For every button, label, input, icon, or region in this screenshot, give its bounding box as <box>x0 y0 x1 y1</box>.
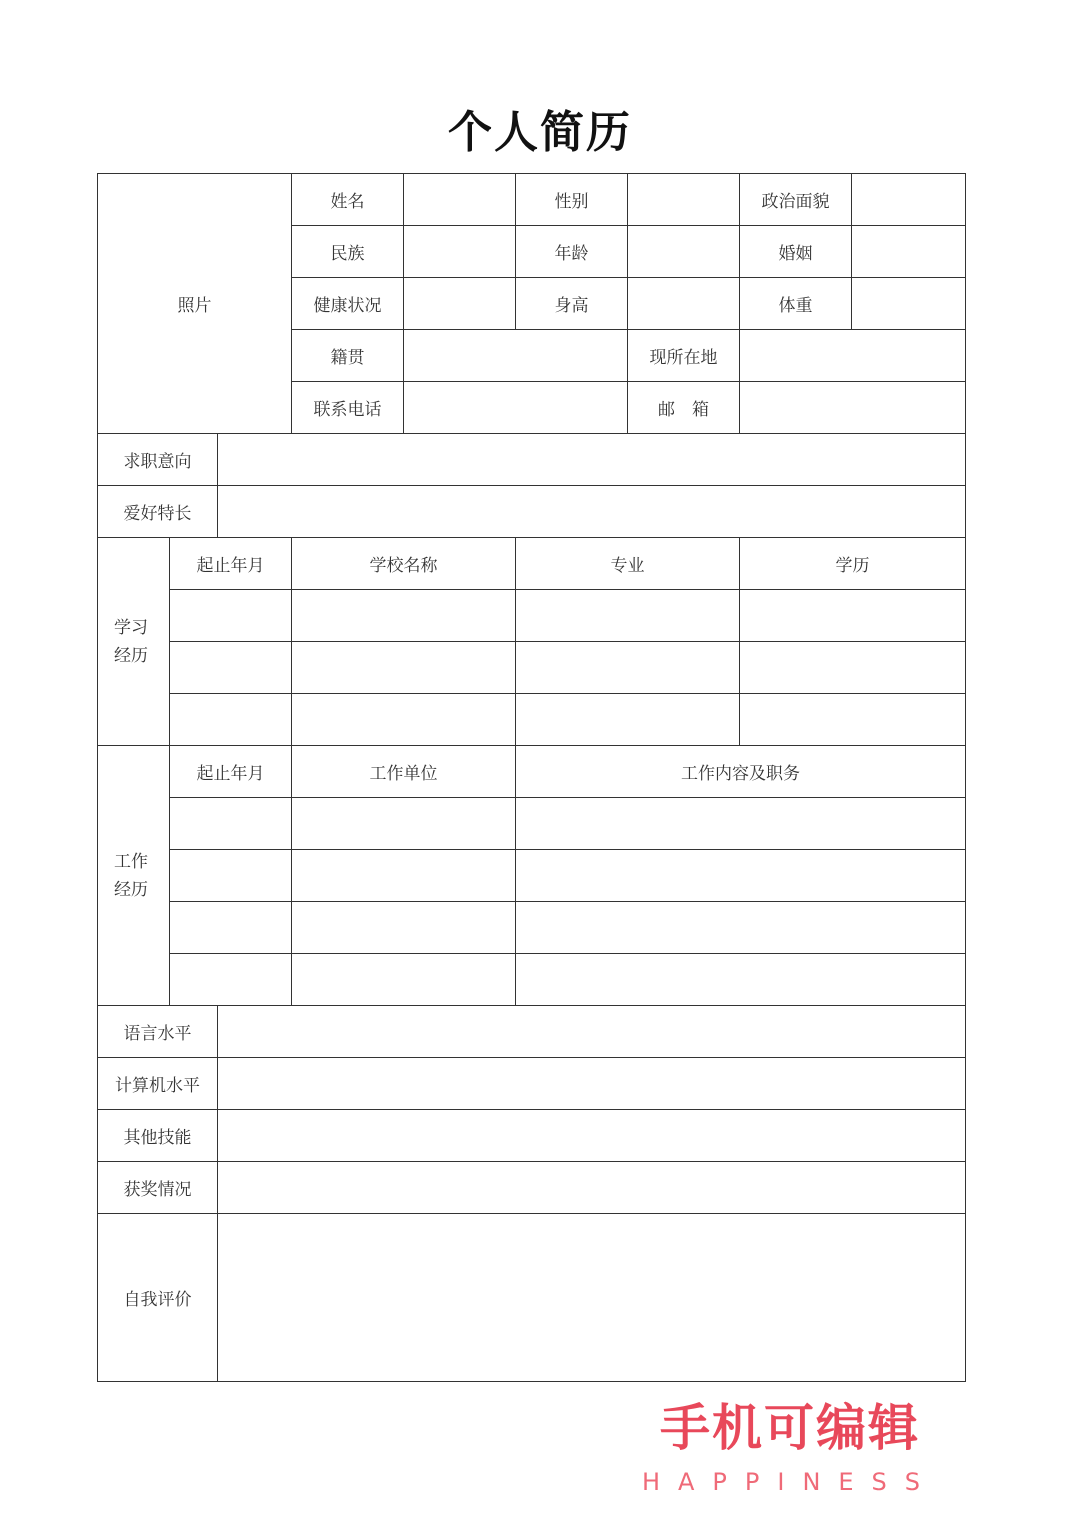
job-intention-field[interactable] <box>218 434 966 486</box>
resume-form <box>97 173 966 1382</box>
edu-header-school: 学校名称 <box>292 538 516 590</box>
health-field[interactable] <box>404 278 516 330</box>
edu-degree-cell[interactable] <box>740 590 966 642</box>
edu-school-cell[interactable] <box>292 642 516 694</box>
education-section-text: 学习 经历 <box>114 617 148 666</box>
work-period-cell[interactable] <box>170 850 292 902</box>
height-field[interactable] <box>628 278 740 330</box>
table-row <box>98 850 966 902</box>
work-duties-cell[interactable] <box>516 954 966 1006</box>
job-intention-label: 求职意向 <box>98 434 218 486</box>
gender-field[interactable] <box>628 174 740 226</box>
self-evaluation-label: 自我评价 <box>98 1214 218 1382</box>
edu-header-major: 专业 <box>516 538 740 590</box>
edu-school-cell[interactable] <box>292 694 516 746</box>
native-place-label: 籍贯 <box>292 330 404 382</box>
table-row <box>98 954 966 1006</box>
work-employer-cell[interactable] <box>292 850 516 902</box>
other-skills-label: 其他技能 <box>98 1110 218 1162</box>
weight-label: 体重 <box>740 278 852 330</box>
edu-major-cell[interactable] <box>516 642 740 694</box>
edu-header-degree: 学历 <box>740 538 966 590</box>
current-location-label: 现所在地 <box>628 330 740 382</box>
email-field[interactable] <box>740 382 966 434</box>
edu-period-cell[interactable] <box>170 590 292 642</box>
age-field[interactable] <box>628 226 740 278</box>
political-status-field[interactable] <box>852 174 966 226</box>
table-row <box>98 590 966 642</box>
photo-cell[interactable]: 照片 <box>98 174 292 434</box>
current-location-field[interactable] <box>740 330 966 382</box>
work-duties-cell[interactable] <box>516 902 966 954</box>
ethnicity-field[interactable] <box>404 226 516 278</box>
ethnicity-label: 民族 <box>292 226 404 278</box>
work-employer-cell[interactable] <box>292 902 516 954</box>
work-section-label <box>98 746 170 1006</box>
native-place-field[interactable] <box>404 330 628 382</box>
self-evaluation-field[interactable] <box>218 1214 966 1382</box>
height-label: 身高 <box>516 278 628 330</box>
other-skills-field[interactable] <box>218 1110 966 1162</box>
work-period-cell[interactable] <box>170 954 292 1006</box>
work-duties-cell[interactable] <box>516 850 966 902</box>
age-label: 年龄 <box>516 226 628 278</box>
table-row <box>98 642 966 694</box>
work-header-duties: 工作内容及职务 <box>516 746 966 798</box>
edu-degree-cell[interactable] <box>740 694 966 746</box>
computer-skill-field[interactable] <box>218 1058 966 1110</box>
hobbies-field[interactable] <box>218 486 966 538</box>
email-label: 邮 箱 <box>628 382 740 434</box>
edu-degree-cell[interactable] <box>740 642 966 694</box>
language-field[interactable] <box>218 1006 966 1058</box>
watermark-happiness: HAPPINESS <box>641 1468 939 1496</box>
table-row <box>98 694 966 746</box>
awards-label: 获奖情况 <box>98 1162 218 1214</box>
edu-major-cell[interactable] <box>516 590 740 642</box>
work-header-employer: 工作单位 <box>292 746 516 798</box>
weight-field[interactable] <box>852 278 966 330</box>
edu-period-cell[interactable] <box>170 642 292 694</box>
work-employer-cell[interactable] <box>292 954 516 1006</box>
table-row <box>98 902 966 954</box>
phone-field[interactable] <box>404 382 628 434</box>
political-status-label: 政治面貌 <box>740 174 852 226</box>
watermark-editable: 手机可编辑 <box>660 1399 920 1457</box>
work-header-period: 起止年月 <box>170 746 292 798</box>
name-field[interactable] <box>404 174 516 226</box>
work-section-text: 工作 经历 <box>114 851 148 900</box>
resume-title: 个人简历 <box>448 107 632 158</box>
edu-header-period: 起止年月 <box>170 538 292 590</box>
marriage-label: 婚姻 <box>740 226 852 278</box>
work-period-cell[interactable] <box>170 902 292 954</box>
table-row <box>98 798 966 850</box>
marriage-field[interactable] <box>852 226 966 278</box>
work-period-cell[interactable] <box>170 798 292 850</box>
awards-field[interactable] <box>218 1162 966 1214</box>
edu-major-cell[interactable] <box>516 694 740 746</box>
gender-label: 性别 <box>516 174 628 226</box>
education-section-label <box>98 538 170 746</box>
edu-period-cell[interactable] <box>170 694 292 746</box>
hobbies-label: 爱好特长 <box>98 486 218 538</box>
name-label: 姓名 <box>292 174 404 226</box>
computer-skill-label: 计算机水平 <box>98 1058 218 1110</box>
phone-label: 联系电话 <box>292 382 404 434</box>
health-label: 健康状况 <box>292 278 404 330</box>
work-duties-cell[interactable] <box>516 798 966 850</box>
edu-school-cell[interactable] <box>292 590 516 642</box>
language-label: 语言水平 <box>98 1006 218 1058</box>
work-employer-cell[interactable] <box>292 798 516 850</box>
